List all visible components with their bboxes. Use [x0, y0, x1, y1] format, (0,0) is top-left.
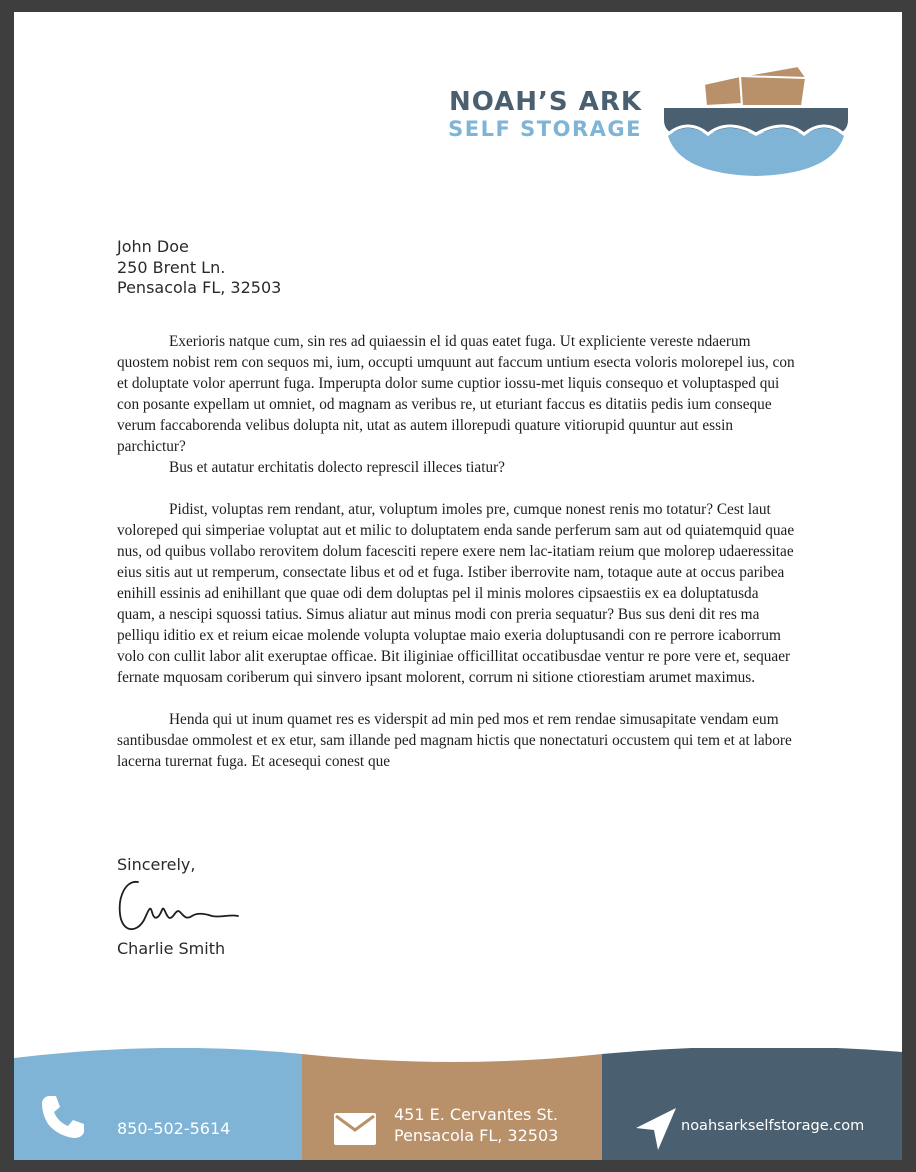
- handwritten-signature: [114, 874, 244, 940]
- footer: [14, 1048, 902, 1160]
- recipient-address: [117, 237, 281, 299]
- paragraph-3: Pidist, voluptas rem rendant, atur, voluptum imoles pre, cumque nonest renis mo totatur? Cest laut voloreped qui simperiae voluptat aut et milic to doluptatem enda sande perferum sam aut od quiatemquid quae nus, od quibus vollabo rerovitem dolum facesciti repere exere nem lac-itatiam reium que molorep udaeressitae eius sitis aut ut remperum, consectate libus et od et fuga. Istiber iberrovite nam, totaque aute at occus paribea enihill essinis ad enihillant que quae odi dem doluptas pel il minis molores cipsaestiis ex ea doluptatusda quam, a nescipi squossi tatius. Simus aliatur aut minus modi con preria sequatur? Bus sus deni dit res ma pelliqu iditio ex et reium eicae molende volupta voluptae maio exeria doluptusandi con re perrore icaborrum volo con cullit labor alit exeruptae officae. Bit iliginiae officillitat occatibusdae ventur re pore vere et, sequaer fernate mquosam coriberum qui sinvero ipsant molorent, corrum ni sitione ctiorestiam arumet maximus.: [117, 501, 795, 686]
- footer-address: [394, 1104, 558, 1146]
- footer-website[interactable]: noahsarkselfstorage.com: [681, 1118, 865, 1134]
- recipient-city: Pensacola FL, 32503: [117, 278, 282, 297]
- paragraph-4: Henda qui ut inum quamet res es viderspit ad min ped mos et rem rendae simusapitate vendam eum santibusdae ommolest et ex etur, sam illande ped magnam hictis que nonectaturi occustem qui tem et at labore lacerna turernat fuga. Et acesequi conest que: [117, 711, 792, 770]
- envelope-icon: [334, 1113, 376, 1145]
- recipient-name: John Doe: [117, 237, 189, 256]
- footer-address-line2: Pensacola FL, 32503: [394, 1126, 559, 1145]
- footer-address-line1: 451 E. Cervantes St.: [394, 1105, 558, 1124]
- letterhead-page: [14, 12, 902, 1160]
- closing-text: Sincerely,: [117, 855, 196, 874]
- brand-name: NOAH’S ARK: [449, 87, 642, 117]
- logo-wordmark: [406, 88, 642, 142]
- paragraph-2: Bus et autatur erchitatis dolecto represcil illeces tiatur?: [169, 459, 505, 476]
- brand-tagline: SELF STORAGE: [448, 117, 642, 141]
- phone-icon: [40, 1094, 86, 1140]
- signer-name: Charlie Smith: [117, 939, 226, 958]
- paragraph-1: Exerioris natque cum, sin res ad quiaessin el id quas eatet fuga. Ut expliciente vereste ndaerum quostem nobist rem con sequos mi, ium, occupti umquunt aut faccum untium esecta voloris molorepel ius, con et doluptate volor aperrunt fuga. Imperupta dolor sume cuptior iossu-met liquis consequo et voluptasped qui con posante expellam ut omniet, od magnam as veribus re, ut eturiant faccus es ditatiis pedis ium conseque verum faccaborenda velibus dolupta nit, utat as autem illorepudi quature vitiorupid quuntur aut essin parchictur?: [117, 333, 795, 455]
- letter-body: [117, 331, 799, 772]
- ark-logo-icon: [662, 62, 852, 182]
- navigation-arrow-icon: [634, 1106, 678, 1152]
- footer-phone[interactable]: 850-502-5614: [117, 1119, 231, 1138]
- recipient-street: 250 Brent Ln.: [117, 257, 226, 277]
